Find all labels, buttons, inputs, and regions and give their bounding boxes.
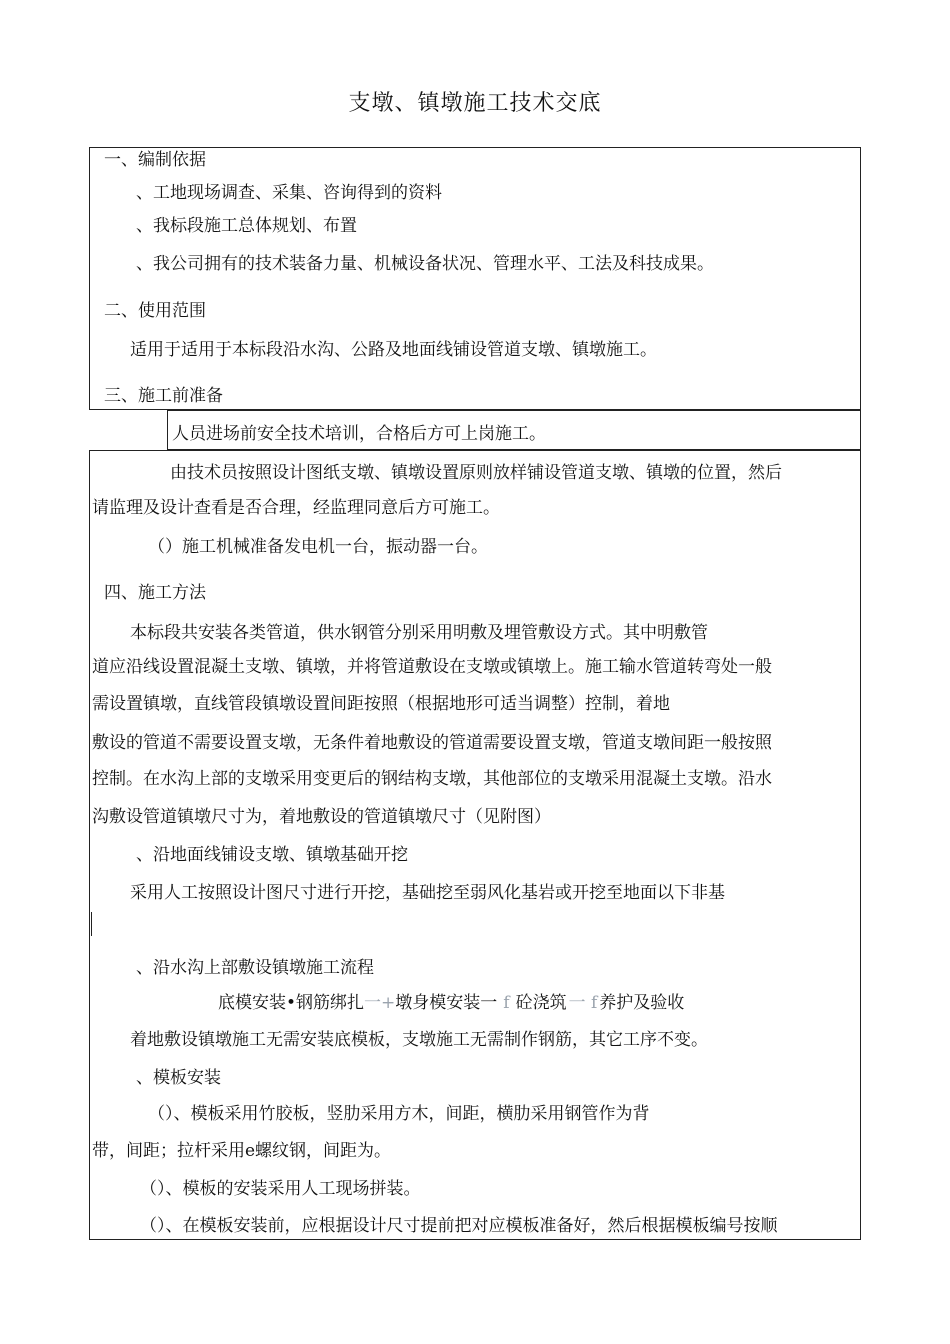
section-4-heading: 四、施工方法 xyxy=(104,583,206,603)
formwork-item-2: （）、模板的安装采用人工现场拼装。 xyxy=(140,1179,421,1199)
flow-step-2: 墩身模安装一 xyxy=(395,993,498,1013)
section-3-heading: 三、施工前准备 xyxy=(104,386,223,406)
method-line-3: 需设置镇墩，直线管段镇墩设置间距按照（根据地形可适当调整）控制，着地 xyxy=(92,694,670,714)
method-line-5: 控制。在水沟上部的支墩采用变更后的钢结构支墩，其他部位的支墩采用混凝土支墩。沿水 xyxy=(92,769,772,789)
subsection-excavation: 、沿地面线铺设支墩、镇墩基础开挖 xyxy=(136,845,408,865)
basis-item-2: 、我标段施工总体规划、布置 xyxy=(136,216,357,236)
method-line-4: 敷设的管道不需要设置支墩，无条件着地敷设的管道需要设置支墩，管道支墩间距一般按照 xyxy=(92,733,772,753)
subsection-formwork: 、模板安装 xyxy=(136,1068,221,1088)
section-2-heading: 二、使用范围 xyxy=(104,301,206,321)
stray-rule xyxy=(91,912,92,936)
formwork-item-1a: （）、模板采用竹胶板，竖肋采用方木，间距，横肋采用钢管作为背 xyxy=(148,1104,650,1124)
formwork-item-1b: 带，间距；拉杆采用e螺纹钢，间距为。 xyxy=(92,1141,392,1161)
flow-arrow-3: 一 f xyxy=(568,993,598,1013)
equipment-text: （）施工机械准备发电机一台，振动器一台。 xyxy=(148,537,488,557)
layout-text-line-1: 由技术员按照设计图纸支墩、镇墩设置原则放样铺设管道支墩、镇墩的位置，然后 xyxy=(170,463,782,483)
basis-item-3: 、我公司拥有的技术装备力量、机械设备状况、管理水平、工法及科技成果。 xyxy=(136,254,714,274)
flow-step-4: 养护及验收 xyxy=(599,993,685,1013)
excavation-text: 采用人工按照设计图尺寸进行开挖，基础挖至弱风化基岩或开挖至地面以下非基 xyxy=(130,883,725,903)
layout-text-line-2: 请监理及设计查看是否合理，经监理同意后方可施工。 xyxy=(92,498,500,518)
flow-step-3: 砼浇筑 xyxy=(515,993,567,1013)
formwork-item-3: （）、在模板安装前，应根据设计尺寸提前把对应模板准备好，然后根据模板编号按顺 xyxy=(140,1216,778,1236)
training-text: 人员进场前安全技术培训，合格后方可上岗施工。 xyxy=(172,424,546,444)
flow-note: 着地敷设镇墩施工无需安装底模板，支墩施工无需制作钢筋，其它工序不变。 xyxy=(130,1030,708,1050)
flow-step-1: 底模安装•钢筋绑扎 xyxy=(218,993,365,1013)
subsection-flow: 、沿水沟上部敷设镇墩施工流程 xyxy=(136,958,374,978)
document-title: 支墩、镇墩施工技术交底 xyxy=(348,91,602,116)
method-line-6: 沟敷设管道镇墩尺寸为，着地敷设的管道镇墩尺寸（见附图） xyxy=(92,807,551,827)
flow-diagram xyxy=(218,991,684,1015)
scope-text: 适用于适用于本标段沿水沟、公路及地面线铺设管道支墩、镇墩施工。 xyxy=(130,340,657,360)
flow-arrow-1: 一+ xyxy=(364,993,396,1013)
method-line-2: 道应沿线设置混凝土支墩、镇墩，并将管道敷设在支墩或镇墩上。施工输水管道转弯处一般 xyxy=(92,657,772,677)
section-1-heading: 一、编制依据 xyxy=(104,150,206,170)
flow-arrow-2: f xyxy=(503,993,510,1013)
method-line-1: 本标段共安装各类管道，供水钢管分别采用明敷及埋管敷设方式。其中明敷管 xyxy=(130,623,708,643)
basis-item-1: 、工地现场调查、采集、咨询得到的资料 xyxy=(136,183,442,203)
